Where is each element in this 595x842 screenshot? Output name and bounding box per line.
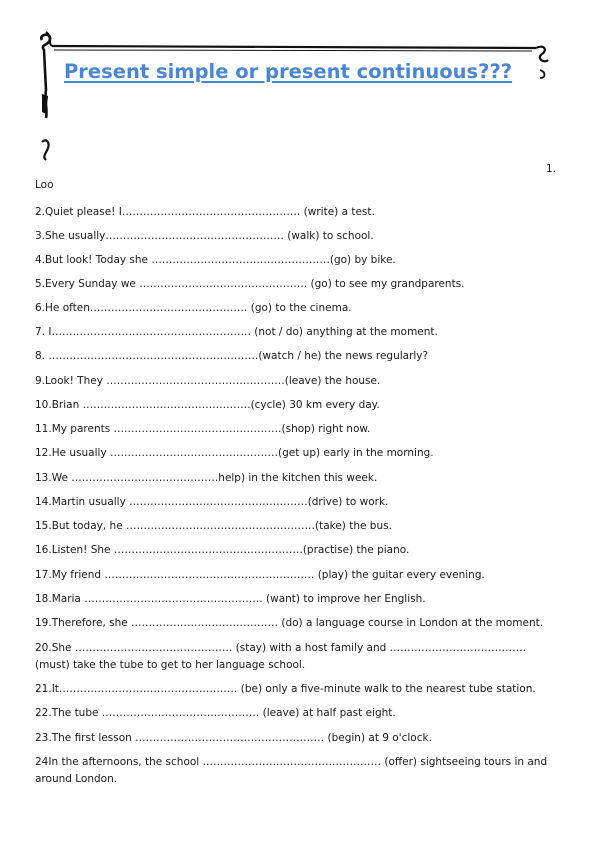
exercise-item: 9.Look! They ……………………………………………(leave) the house. xyxy=(35,375,381,387)
exercise-item: 23.The first lesson ……………………………………………… (begin) at 9 o'clock. xyxy=(35,732,432,744)
exercise-item: 12.He usually …………………………………………(get up) early in the morning. xyxy=(35,447,434,459)
exercise-item: 2.Quiet please! I…………………………………………… (write) a test. xyxy=(35,206,375,218)
exercise-item: 8. ……………………………………………………(watch / he) the news regularly? xyxy=(35,350,429,362)
exercise-item: 14.Martin usually ……………………………………………(drive) to work. xyxy=(35,496,389,508)
exercise-item: 18.Maria …………………………………………… (want) to improve her English. xyxy=(35,593,426,605)
exercise-item: 22.The tube ……………………………………… (leave) at half past eight. xyxy=(35,707,396,719)
worksheet-title: Present simple or present continuous??? xyxy=(64,60,513,83)
exercise-item: 7. I………………………………………………… (not / do) anything at the moment. xyxy=(35,326,438,338)
exercise-item: 16.Listen! She ………………………………………………(practise) the piano. xyxy=(35,544,410,556)
exercise-item: 5.Every Sunday we ………………………………………… (go) to see my grandparents. xyxy=(35,278,465,290)
exercise-item: 24In the afternoons, the school …………………………………………… (offer) sightseeing tours in and around London. xyxy=(35,756,548,785)
exercise-item: 19.Therefore, she …………………………………… (do) a language course in London at the moment. xyxy=(35,617,544,629)
exercise-item: 17.My friend …………………………………………………… (play) the guitar every evening. xyxy=(35,569,485,581)
exercise-item: 21.It…………………………………………… (be) only a five-minute walk to the nearest tube station. xyxy=(35,683,536,695)
exercise-item: 4.But look! Today she ……………………………………………(go) by bike. xyxy=(35,254,396,266)
exercise-item: 13.We ……………………………………help) in the kitchen this week. xyxy=(35,472,378,484)
header-number: 1. xyxy=(546,163,557,175)
exercise-item: 11.My parents …………………………………………(shop) right now. xyxy=(35,423,371,435)
scroll-frame xyxy=(36,30,556,170)
exercise-item: 10.Brian …………………………………………(cycle) 30 km every day. xyxy=(35,399,380,411)
exercise-item: 15.But today, he ………………………………………………(take) the bus. xyxy=(35,520,392,532)
cut-off-text: Loo xyxy=(35,179,54,191)
exercise-item: 6.He often……………………………………… (go) to the cinema. xyxy=(35,302,352,314)
title-scroll-banner xyxy=(36,30,556,170)
exercise-item: 20.She ……………………………………… (stay) with a host family and ………………………………… (must) take the tube to get to her language school. xyxy=(35,642,527,671)
exercise-item: 3.She usually…………………………………………… (walk) to school. xyxy=(35,230,374,242)
